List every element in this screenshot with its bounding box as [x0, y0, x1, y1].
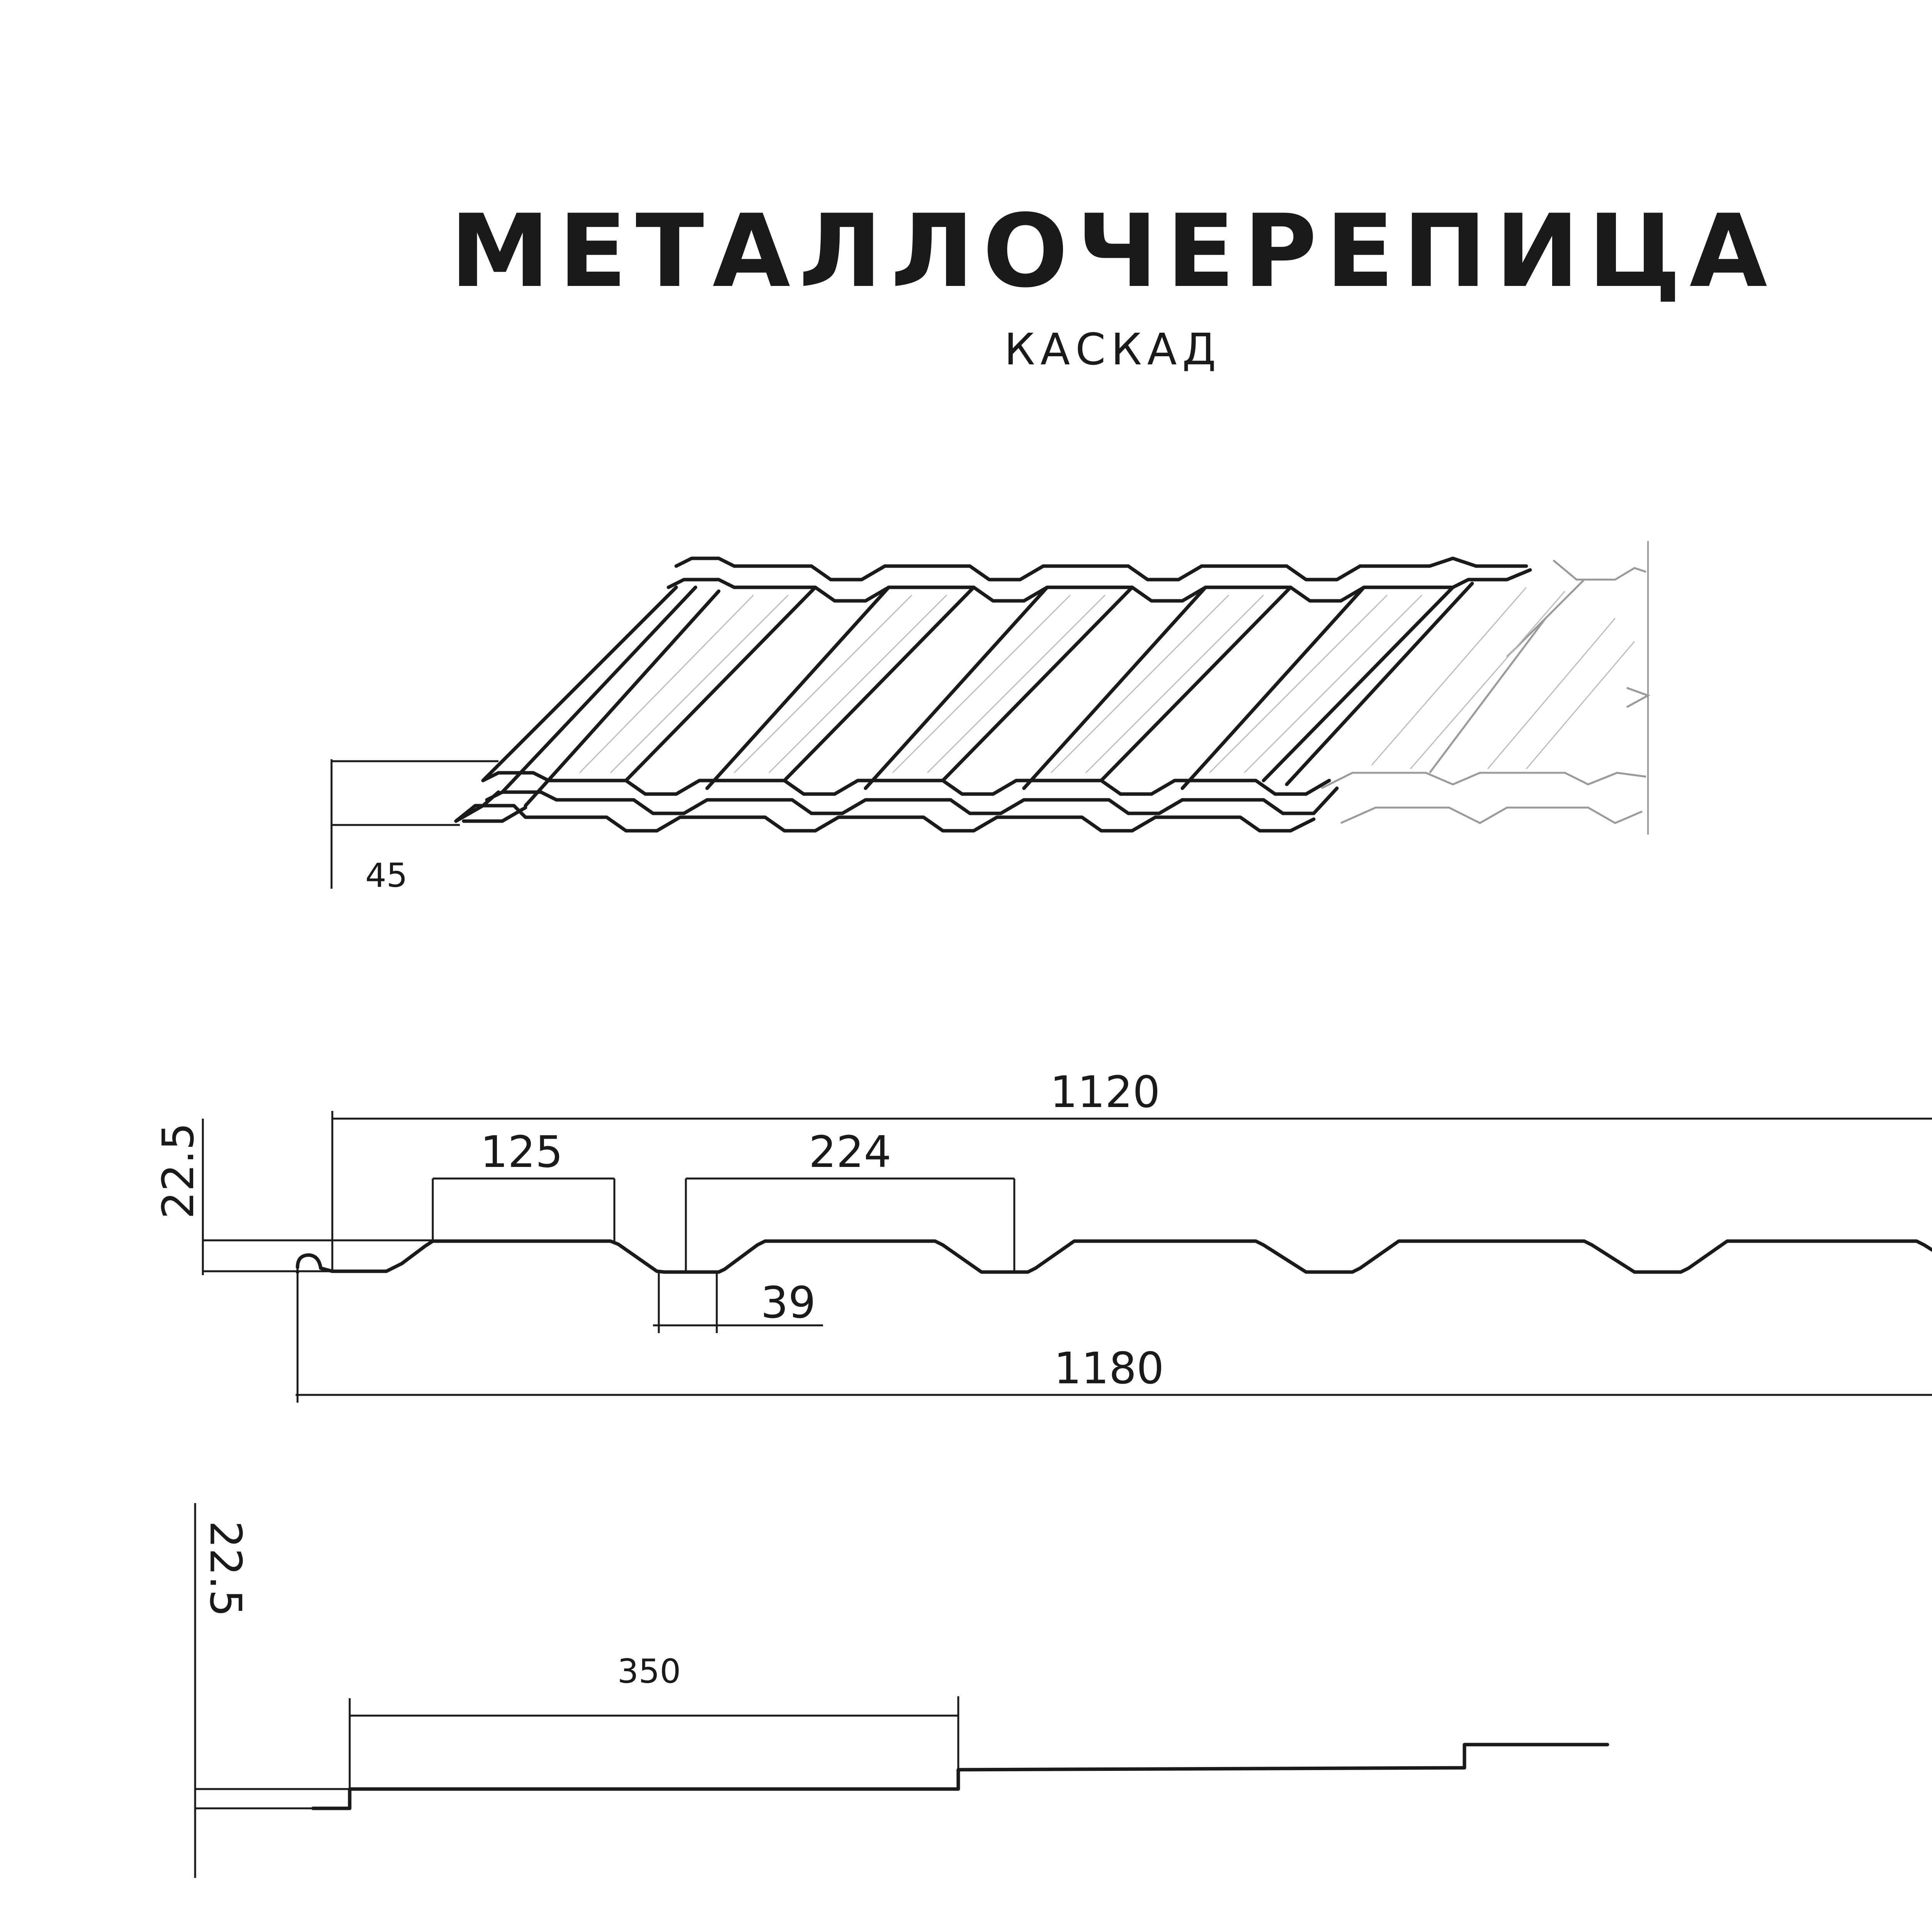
faint-hatching	[1372, 587, 1634, 769]
dim-1180-label: 1180	[1054, 1344, 1164, 1394]
step-profile-section	[195, 1503, 1607, 1878]
perspective-view	[332, 541, 1648, 895]
page-title: МЕТАЛЛОЧЕРЕПИЦА	[450, 193, 1776, 310]
dim-39-label: 39	[760, 1278, 816, 1328]
dim-45-label: 45	[365, 856, 408, 895]
profile-section	[153, 1067, 1932, 1403]
dim-45	[332, 759, 498, 895]
dim-125	[433, 1127, 614, 1241]
dim-224-label: 224	[809, 1127, 891, 1177]
step-profile-line	[313, 1745, 1607, 1808]
profile-line	[298, 1241, 1932, 1272]
dim-1180	[296, 1267, 1932, 1403]
dim-350	[350, 1652, 958, 1789]
dim-39	[653, 1272, 823, 1333]
perspective-ribs	[483, 583, 1472, 806]
dim-22-5-step	[195, 1503, 350, 1878]
page-subtitle: КАСКАД	[1004, 325, 1221, 375]
dim-22-5-profile	[153, 1119, 433, 1275]
dim-125-label: 125	[480, 1127, 563, 1177]
dim-224	[686, 1127, 1014, 1272]
dim-1120-label: 1120	[1050, 1067, 1160, 1117]
dim-22-5-step-label: 22.5	[200, 1520, 250, 1617]
perspective-faint-continuation	[1321, 541, 1648, 835]
dim-350-label: 350	[617, 1652, 681, 1691]
dim-22-5-profile-label: 22.5	[153, 1122, 204, 1219]
